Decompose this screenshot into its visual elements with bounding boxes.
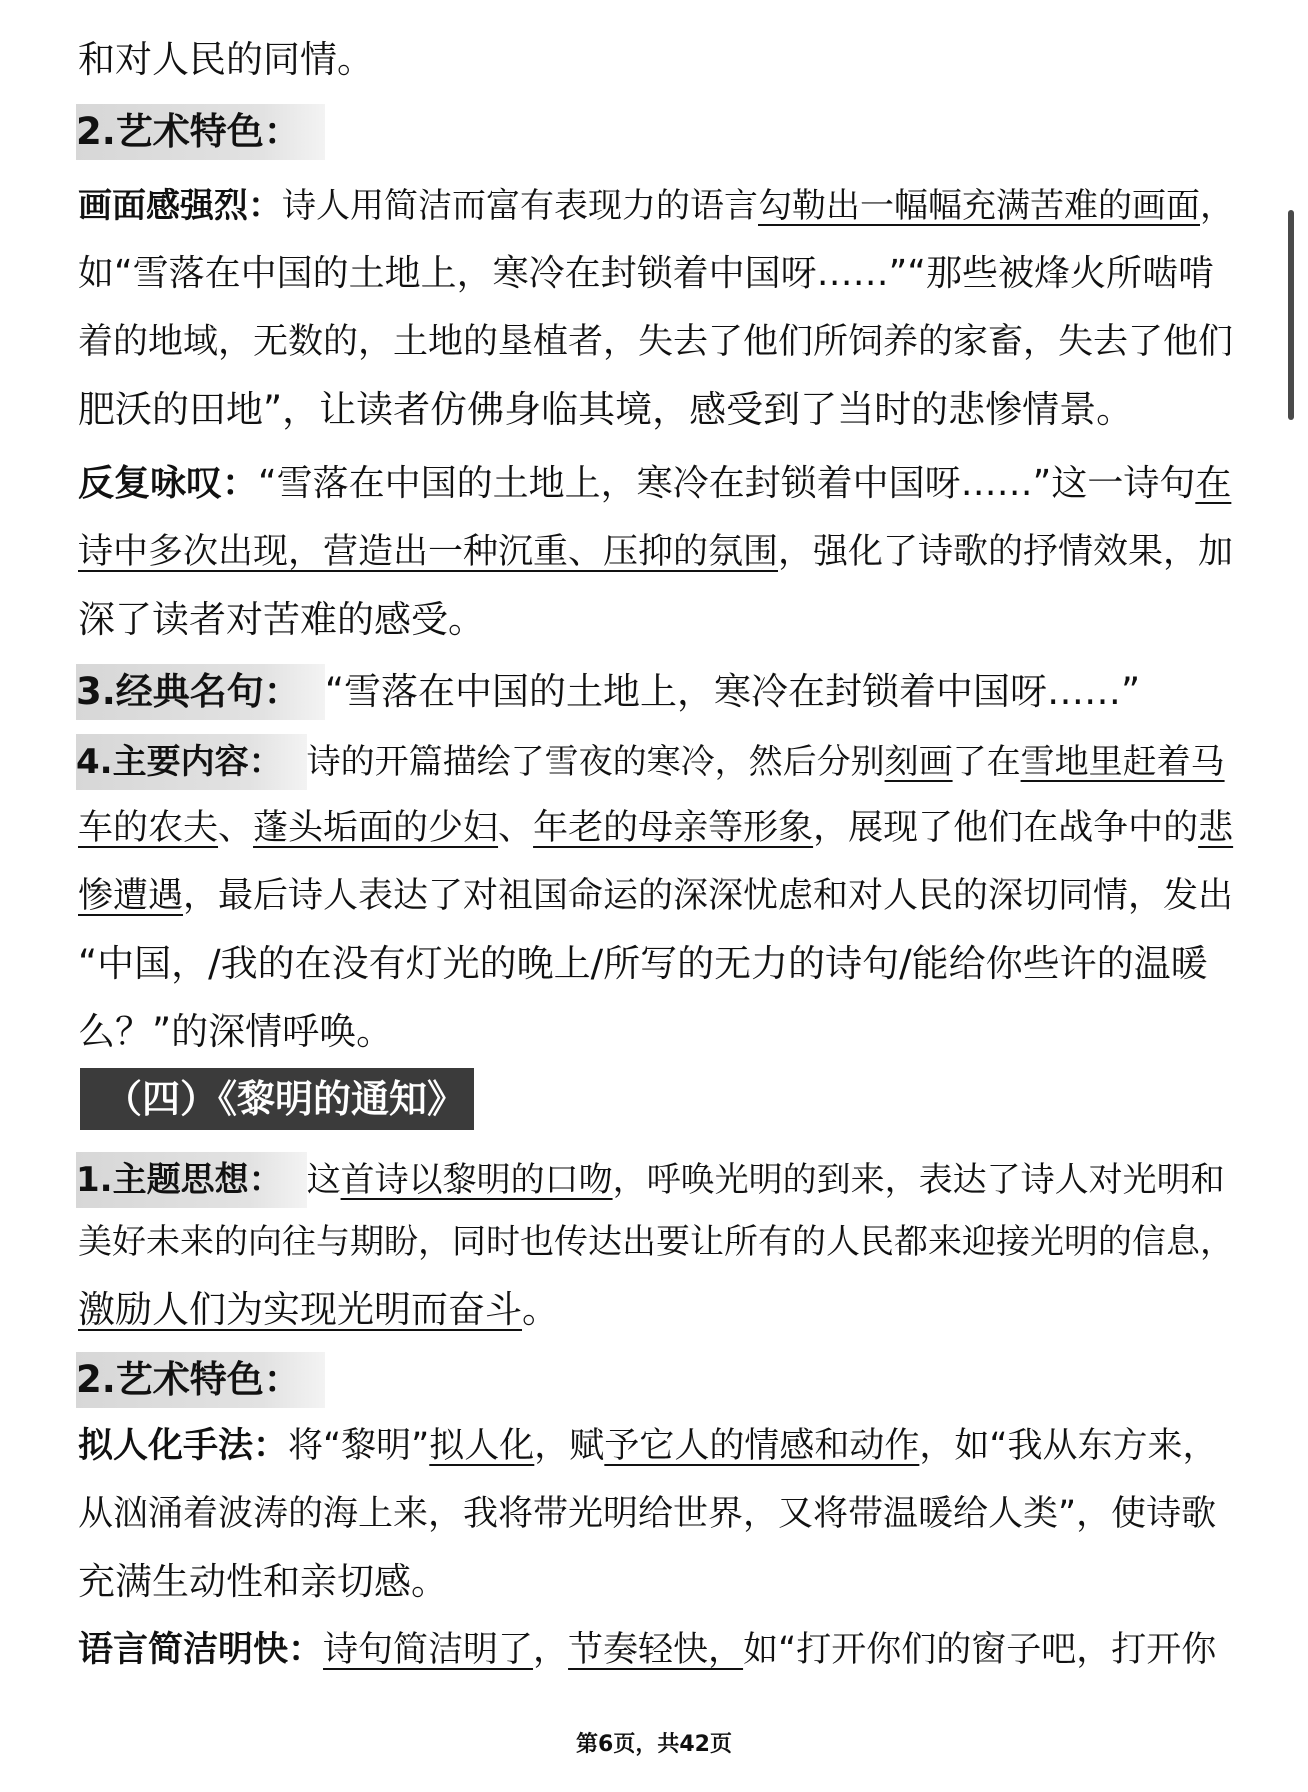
personification-line-2 xyxy=(78,1492,1233,1536)
subheading-label: 2.艺术特色： xyxy=(76,104,325,160)
underlined-text: 年老的母亲等形象 xyxy=(533,808,814,848)
main-content-line-3 xyxy=(78,874,1233,918)
text: ， xyxy=(1200,186,1234,226)
text: 从汹涌着波涛的海上来，我将带光明给世界，又将带温暖给人类”，使诗歌 xyxy=(78,1494,1217,1534)
term-label: 反复咏叹： xyxy=(78,463,259,504)
underlined-text: 蓬头垢面的少妇 xyxy=(253,808,499,848)
section-heading: （四）《黎明的通知》 xyxy=(80,1068,474,1130)
text-line-1 xyxy=(78,38,1233,82)
text: ， xyxy=(533,1630,569,1670)
main-content-line-4 xyxy=(78,942,1233,986)
text: ，最后诗人表达了对祖国命运的深深忧虑和对人民的深切同情，发出 xyxy=(183,876,1234,916)
underlined-text: 勾勒出一幅幅充满苦难的画面 xyxy=(758,186,1200,226)
text: 、 xyxy=(498,808,534,848)
underlined-text: 车的农夫 xyxy=(78,808,219,848)
main-content-line-1 xyxy=(78,734,1233,790)
text-line-9 xyxy=(78,598,1233,642)
main-content-line-5 xyxy=(78,1010,1233,1054)
text: 肥沃的田地”，让读者仿佛身临其境，感受到了当时的悲惨情景。 xyxy=(78,388,1134,431)
theme-line-1 xyxy=(78,1152,1233,1208)
text-line-5 xyxy=(78,320,1233,364)
subheading-art-features-1 xyxy=(78,104,1233,160)
text: 美好未来的向往与期盼，同时也传达出要让所有的人民都来迎接光明的信息， xyxy=(78,1222,1234,1262)
theme-line-2 xyxy=(78,1220,1233,1264)
text: ，如“我从东方来， xyxy=(919,1426,1218,1466)
scrollbar[interactable] xyxy=(1288,210,1294,420)
text: ，强化了诗歌的抒情效果，加 xyxy=(778,532,1234,572)
underlined-text: 惨遭遇 xyxy=(78,876,184,916)
text: 诗的开篇描绘了雪夜的寒冷，然后分别 xyxy=(306,742,885,782)
underlined-text: 悲 xyxy=(1198,808,1234,848)
text: 么？”的深情呼唤。 xyxy=(78,1010,394,1053)
text: ，展现了他们在战争中的 xyxy=(813,808,1199,848)
text: 这 xyxy=(306,1160,341,1200)
text: 如“雪落在中国的土地上，寒冷在封锁着中国呀……”“那些被烽火所啮啃 xyxy=(78,253,1214,294)
term-label: 语言简洁明快： xyxy=(78,1630,324,1670)
text-line-6 xyxy=(78,388,1233,432)
subheading-label: 2.艺术特色： xyxy=(76,1352,325,1408)
text: ，呼唤光明的到来，表达了诗人对光明和 xyxy=(612,1160,1225,1200)
subheading-label: 1.主题思想： xyxy=(76,1152,307,1208)
text: 深了读者对苦难的感受。 xyxy=(78,598,485,641)
underlined-text: 刻画 xyxy=(884,742,953,782)
text: “雪落在中国的土地上，寒冷在封锁着中国呀……”这一诗句 xyxy=(258,463,1196,504)
text: 诗人用简洁而富有表现力的语言 xyxy=(282,186,758,226)
text-line-3 xyxy=(78,184,1233,228)
underlined-text: 首诗以黎明的口吻 xyxy=(340,1160,613,1200)
text: ，赋 xyxy=(534,1426,605,1466)
underlined-text: 在 xyxy=(1195,463,1232,504)
underlined-text: 诗句简洁明了 xyxy=(323,1630,534,1670)
page-number: 第6页，共42页 xyxy=(576,1732,732,1757)
text: 将“黎明” xyxy=(288,1426,430,1466)
text-line-8 xyxy=(78,530,1233,574)
theme-line-3 xyxy=(78,1288,1233,1332)
term-label: 拟人化手法： xyxy=(78,1426,289,1466)
text-line-4 xyxy=(78,252,1233,296)
text: 。 xyxy=(522,1288,559,1331)
subheading-art-features-2 xyxy=(78,1352,1233,1408)
text: “雪落在中国的土地上，寒冷在封锁着中国呀……” xyxy=(324,670,1141,713)
main-content-line-2 xyxy=(78,806,1233,850)
personification-line-1 xyxy=(78,1424,1233,1468)
personification-line-3 xyxy=(78,1560,1233,1604)
text-line-7 xyxy=(78,462,1233,506)
underlined-text: 诗中多次出现，营造出一种沉重、压抑的氛围 xyxy=(78,532,779,572)
text: 、 xyxy=(218,808,254,848)
text: 了在 xyxy=(952,742,1021,782)
classic-quote-line xyxy=(78,664,1233,720)
underlined-text: 拟人化 xyxy=(429,1426,535,1466)
subheading-label: 4.主要内容： xyxy=(76,734,307,790)
underlined-text: 节奏轻快， xyxy=(568,1630,744,1670)
term-label: 画面感强烈： xyxy=(78,186,282,226)
underlined-text: 雪地里赶着马 xyxy=(1020,742,1225,782)
underlined-text: 激励人们为实现光明而奋斗 xyxy=(78,1288,522,1331)
text: 如“打开你们的窗子吧，打开你 xyxy=(743,1630,1217,1670)
text: 和对人民的同情。 xyxy=(78,38,374,81)
text: “中国，/我的在没有灯光的晚上/所写的无力的诗句/能给你些许的温暖 xyxy=(78,942,1208,985)
underlined-text: 予它人的情感和动作 xyxy=(604,1426,920,1466)
subheading-label: 3.经典名句： xyxy=(76,664,325,720)
text: 着的地域，无数的，土地的垦植者，失去了他们所饲养的家畜，失去了他们 xyxy=(78,322,1234,362)
concise-language-line xyxy=(78,1628,1233,1672)
text: 充满生动性和亲切感。 xyxy=(78,1560,448,1603)
